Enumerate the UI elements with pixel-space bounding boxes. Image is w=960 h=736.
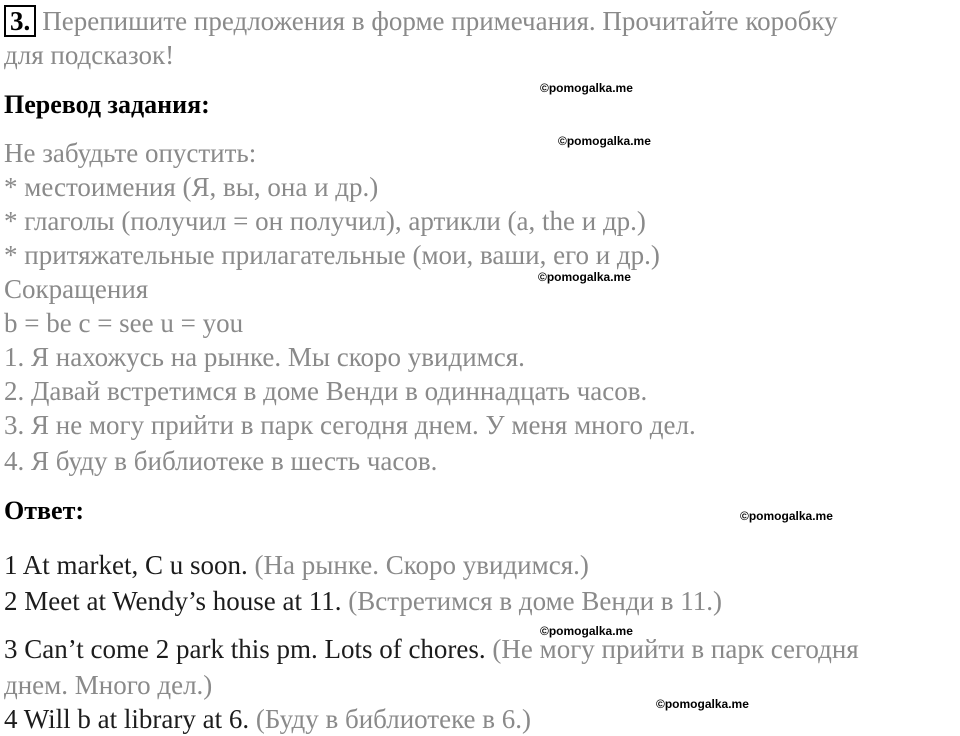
watermark: ©pomogalka.me <box>558 134 651 148</box>
answer-item-2 <box>4 584 722 618</box>
translation-line-6: b = be c = see u = you <box>4 308 244 338</box>
translation-line-10: 4. Я буду в библиотеке в шесть часов. <box>4 446 438 476</box>
answer-ru: (На рынке. Скоро увидимся.) <box>247 550 589 580</box>
watermark: ©pomogalka.me <box>740 509 833 523</box>
translation-line-3: * глаголы (получил = он получил), артикли (a, the и др.) <box>4 206 646 236</box>
answer-ru: (Не могу прийти в парк сегодня <box>485 634 859 664</box>
task-line-1 <box>4 4 838 38</box>
task-line-2: для подсказок! <box>4 40 175 70</box>
answer-ru: (Буду в библиотеке в 6.) <box>249 704 531 734</box>
watermark: ©pomogalka.me <box>656 697 749 711</box>
answer-en: 3 Can’t come 2 park this pm. Lots of chores. <box>4 634 486 664</box>
watermark: ©pomogalka.me <box>540 81 633 95</box>
answer-en: 4 Will b at library at 6. <box>4 704 250 734</box>
translation-line-4: * притяжательные прилагательные (мои, ваши, его и др.) <box>4 240 660 270</box>
answer-item-3 <box>4 632 859 666</box>
answer-item-4 <box>4 702 531 736</box>
task-number: 3. <box>4 5 36 37</box>
watermark: ©pomogalka.me <box>538 270 631 284</box>
answer-item-3-continued: днем. Много дел.) <box>4 670 213 700</box>
task-text-1: Перепишите предложения в форме примечания. Прочитайте коробку <box>42 6 838 36</box>
answer-en: 2 Meet at Wendy’s house at 11. <box>4 586 342 616</box>
translation-line-5: Сокращения <box>4 274 149 304</box>
translation-line-2: * местоимения (Я, вы, она и др.) <box>4 172 379 202</box>
answer-heading: Ответ: <box>4 496 85 525</box>
answer-en: 1 At market, C u soon. <box>4 550 248 580</box>
answer-item-1 <box>4 548 589 582</box>
answer-ru: (Встретимся в доме Венди в 11.) <box>341 586 723 616</box>
translation-line-1: Не забудьте опустить: <box>4 138 257 168</box>
translation-line-7: 1. Я нахожусь на рынке. Мы скоро увидимся. <box>4 342 525 372</box>
watermark: ©pomogalka.me <box>540 624 633 638</box>
translation-line-9: 3. Я не могу прийти в парк сегодня днем. У меня много дел. <box>4 410 696 440</box>
translation-line-8: 2. Давай встретимся в доме Венди в одиннадцать часов. <box>4 376 648 406</box>
translation-heading: Перевод задания: <box>4 90 210 119</box>
